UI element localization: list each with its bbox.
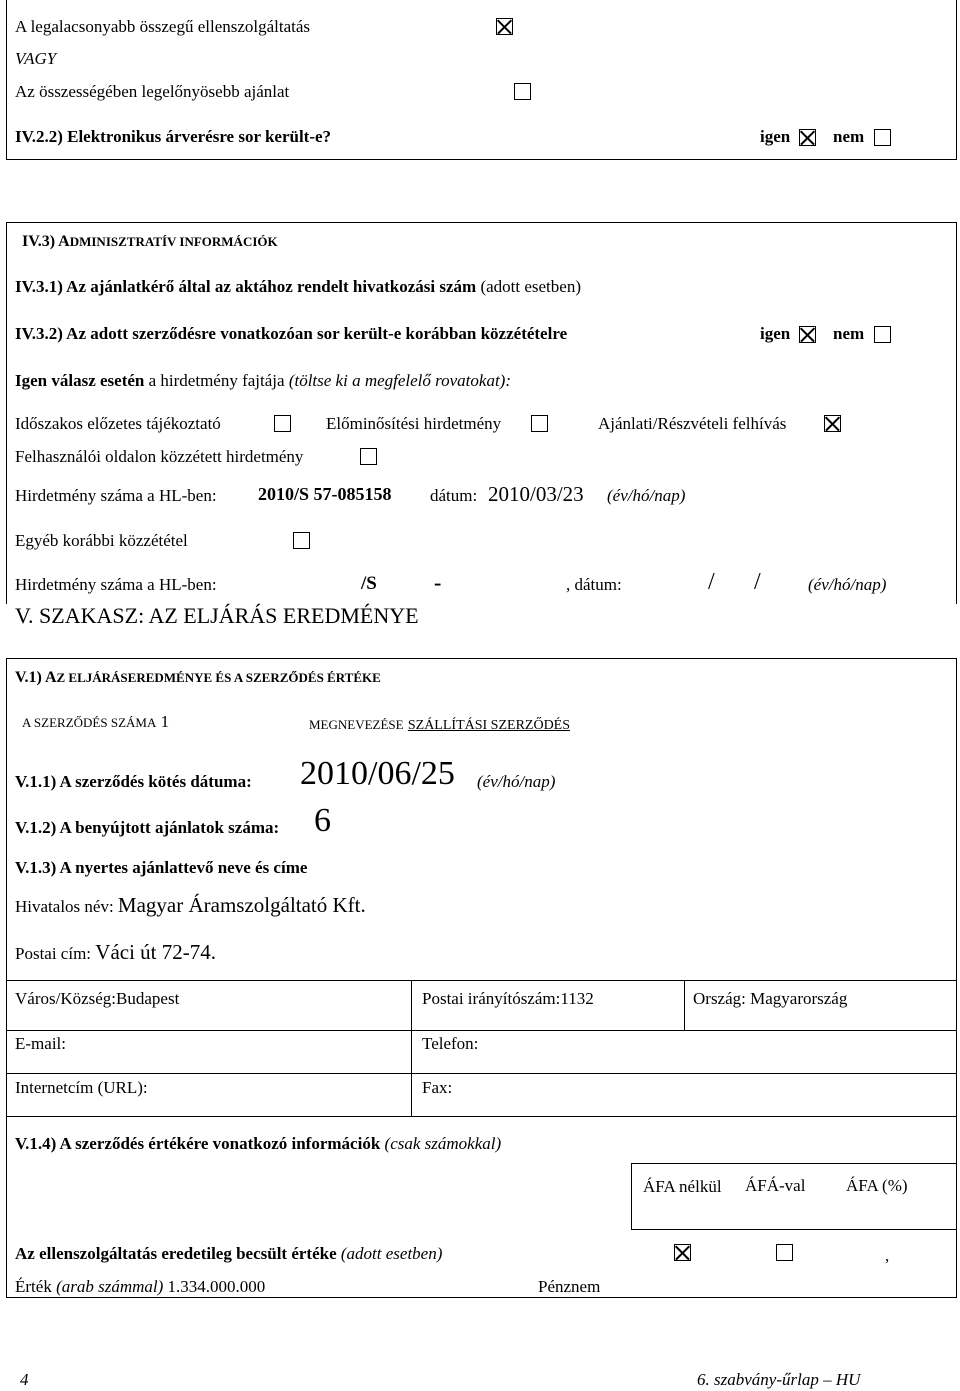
value-amount: 1.334.000.000	[167, 1277, 266, 1296]
zip-field: Postai irányítószám:1132	[422, 989, 594, 1008]
call-for-tender-checkbox[interactable]	[824, 415, 841, 432]
notice-date-label: dátum:	[430, 486, 478, 505]
admin-heading-rest: DMINISZTRATÍV INFORMÁCIÓK	[69, 234, 278, 249]
url-field: Internetcím (URL):	[15, 1078, 148, 1097]
contract-number-row	[22, 712, 169, 732]
page-number: 4	[20, 1370, 29, 1389]
notice-date-format: (év/hó/nap)	[607, 486, 686, 505]
reference-number-note: (adott esetben)	[480, 277, 581, 296]
official-name-label: Hivatalos név:	[15, 897, 114, 916]
contract-date-format: (év/hó/nap)	[477, 772, 556, 791]
auction-yes-label: igen	[760, 127, 791, 146]
notice2-number-label: Hirdetmény száma a HL-ben:	[15, 575, 217, 594]
prior-no-checkbox[interactable]	[874, 326, 891, 343]
if-yes-bold: Igen válasz esetén	[15, 371, 145, 390]
with-vat-checkbox[interactable]	[776, 1244, 793, 1261]
city-field: Város/Község:Budapest	[15, 989, 180, 1008]
contract-number-label: A SZERZŐDÉS SZÁMA	[22, 715, 157, 730]
notice2-slash-1: /	[708, 569, 715, 595]
value-word-note: (arab számmal)	[56, 1277, 164, 1296]
value-info-note: (csak számokkal)	[384, 1134, 502, 1153]
notice2-date-format: (év/hó/nap)	[808, 575, 887, 594]
contract-date-value: 2010/06/25	[300, 755, 455, 792]
contract-name-value: SZÁLLÍTÁSI SZERZŐDÉS	[407, 718, 571, 733]
estimated-value-label: Az ellenszolgáltatás eredetileg becsült értéke	[15, 1244, 337, 1263]
postal-address-value: Váci út 72-74.	[95, 940, 217, 964]
fax-field: Fax:	[422, 1078, 453, 1097]
value-info-heading	[15, 1134, 501, 1154]
contract-name-label: MEGNEVEZÉSE	[309, 717, 404, 732]
award-option-best-value: Az összességében legelőnyösebb ajánlat	[15, 82, 290, 101]
col-vat-percent: ÁFA (%)	[846, 1176, 908, 1195]
notice-number-value: 2010/S 57-085158	[258, 484, 392, 504]
prior-yes-checkbox[interactable]	[799, 326, 816, 343]
notice2-dash: -	[434, 570, 442, 595]
award-or-label: VAGY	[15, 49, 57, 68]
value-info-label: V.1.4) A szerződés értékére vonatkozó információk	[15, 1134, 381, 1153]
other-publication-checkbox[interactable]	[293, 532, 310, 549]
prior-publication-question: IV.3.2) Az adott szerződésre vonatkozóan sor került-e korábban közzétételre	[15, 324, 568, 343]
admin-heading	[22, 231, 278, 251]
call-for-tender-label: Ajánlati/Részvételi felhívás	[598, 414, 787, 433]
col-without-vat: ÁFA nélkül	[643, 1177, 722, 1196]
section-v1-heading	[15, 667, 381, 687]
country-field: Ország: Magyarország	[693, 989, 848, 1008]
currency-label: Pénznem	[538, 1277, 601, 1296]
without-vat-checkbox[interactable]	[674, 1244, 691, 1261]
notice2-date-label: , dátum:	[566, 575, 622, 594]
contract-number-value: 1	[160, 712, 170, 731]
offers-count-label: V.1.2) A benyújtott ajánlatok száma:	[15, 818, 280, 837]
notice-date-value: 2010/03/23	[488, 482, 584, 506]
award-best-value-checkbox[interactable]	[514, 83, 531, 100]
if-yes-note: (töltse ki a megfelelő rovatokat):	[288, 371, 511, 390]
periodic-notice-checkbox[interactable]	[274, 415, 291, 432]
estimated-value-note: (adott esetben)	[340, 1244, 443, 1263]
official-name-value: Magyar Áramszolgáltató Kft.	[117, 893, 366, 917]
prequalification-notice-label: Előminősítési hirdetmény	[326, 414, 502, 433]
vat-comma: ,	[885, 1246, 890, 1265]
award-option-lowest-price: A legalacsonyabb összegű ellenszolgáltatás	[15, 17, 311, 36]
if-yes-rest: a hirdetmény fajtája	[148, 371, 285, 390]
prior-yes-label: igen	[760, 324, 791, 343]
col-with-vat: ÁFÁ-val	[745, 1176, 806, 1195]
notice2-s: /S	[361, 573, 377, 594]
winner-heading: V.1.3) A nyertes ajánlattevő neve és címe	[15, 858, 308, 877]
email-field: E-mail:	[15, 1034, 66, 1053]
award-lowest-price-checkbox[interactable]	[496, 18, 513, 35]
official-name-row	[15, 893, 366, 918]
prequalification-notice-checkbox[interactable]	[531, 415, 548, 432]
contract-name-row	[309, 714, 570, 734]
form-identifier: 6. szabvány-űrlap – HU	[697, 1370, 861, 1389]
section-v-title: V. SZAKASZ: AZ ELJÁRÁS EREDMÉNYE	[15, 603, 419, 628]
notice2-slash-2: /	[754, 569, 761, 595]
phone-field: Telefon:	[422, 1034, 479, 1053]
buyer-profile-notice-checkbox[interactable]	[360, 448, 377, 465]
prior-no-label: nem	[833, 324, 865, 343]
reference-number-label: IV.3.1) Az ajánlatkérő által az aktához rendelt hivatkozási szám	[15, 277, 477, 296]
contract-date-label: V.1.1) A szerződés kötés dátuma:	[15, 772, 252, 791]
offers-count-value: 6	[314, 802, 331, 839]
value-amount-row	[15, 1277, 265, 1297]
auction-no-checkbox[interactable]	[874, 129, 891, 146]
notice-number-label: Hirdetmény száma a HL-ben:	[15, 486, 217, 505]
section-v1-prefix: V.1) A	[15, 669, 57, 686]
other-publication-label: Egyéb korábbi közzététel	[15, 531, 188, 550]
auction-no-label: nem	[833, 127, 865, 146]
auction-yes-checkbox[interactable]	[799, 129, 816, 146]
admin-heading-prefix: IV.3) A	[22, 233, 70, 250]
reference-number-row	[15, 277, 581, 297]
postal-address-row	[15, 940, 216, 965]
buyer-profile-notice-label: Felhasználói oldalon közzétett hirdetmény	[15, 447, 304, 466]
section-v1-rest: Z ELJÁRÁSEREDMÉNYE ÉS A SZERZŐDÉS ÉRTÉKE	[56, 670, 381, 685]
periodic-notice-label: Időszakos előzetes tájékoztató	[15, 414, 221, 433]
notice-type-instruction	[15, 371, 511, 391]
estimated-value-row	[15, 1244, 442, 1264]
value-word: Érték	[15, 1277, 52, 1296]
postal-address-label: Postai cím:	[15, 944, 92, 963]
auction-question: IV.2.2) Elektronikus árverésre sor került-e?	[15, 127, 332, 146]
